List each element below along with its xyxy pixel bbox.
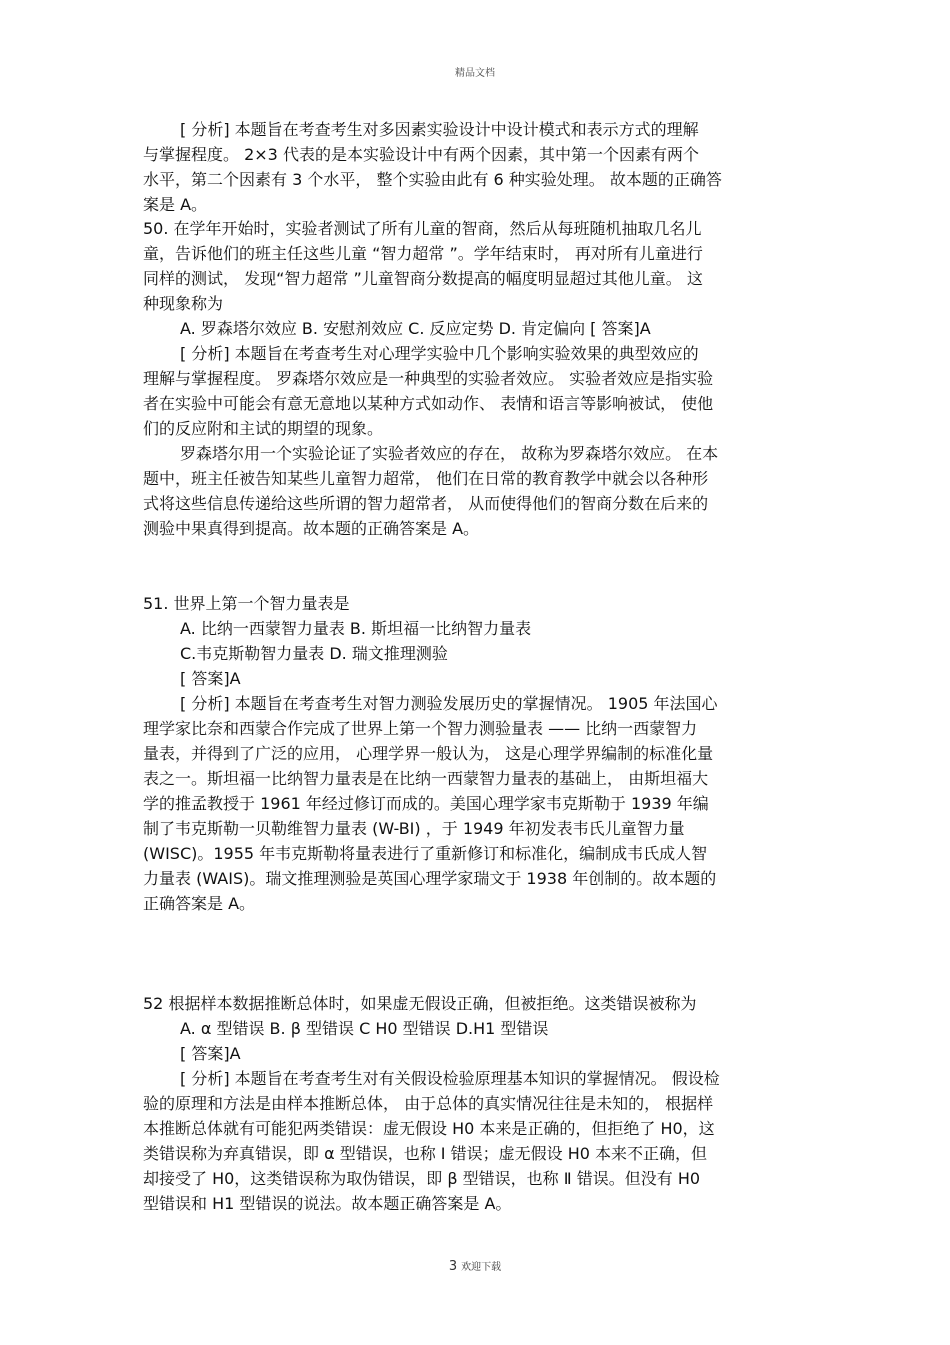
footer-text: 欢迎下载 bbox=[461, 1262, 502, 1273]
text-line: [ 分析] 本题旨在考查考生对心理学实验中几个影响实验效果的典型效应的 bbox=[180, 344, 699, 363]
text-line: 表之一。斯坦福一比纳智力量表是在比纳一西蒙智力量表的基础上， 由斯坦福大 bbox=[143, 769, 709, 788]
text-line: 验的原理和方法是由样本推断总体， 由于总体的真实情况往往是未知的， 根据样 bbox=[143, 1094, 714, 1113]
text-line: 学的推孟教授于 1961 年经过修订而成的。美国心理学家韦克斯勒于 1939 年编 bbox=[143, 794, 709, 813]
text-line: 却接受了 H0，这类错误称为取伪错误，即 β 型错误，也称 Ⅱ 错误。但没有 H0 bbox=[143, 1169, 701, 1188]
text-line: 案是 A。 bbox=[143, 195, 208, 214]
page-footer bbox=[0, 1258, 950, 1274]
text-line: 理解与掌握程度。 罗森塔尔效应是一种典型的实验者效应。 实验者效应是指实验 bbox=[143, 369, 714, 388]
question-52-line: 52 根据样本数据推断总体时，如果虚无假设正确，但被拒绝。这类错误被称为 bbox=[143, 994, 697, 1013]
text-line: 理学家比奈和西蒙合作完成了世界上第一个智力测验量表 —— 比纳一西蒙智力 bbox=[143, 719, 698, 738]
page-header: 精品文档 bbox=[455, 68, 495, 79]
text-line: 测验中果真得到提高。故本题的正确答案是 A。 bbox=[143, 519, 480, 538]
text-line: 力量表 (WAIS)。瑞文推理测验是英国心理学家瑞文于 1938 年创制的。故本题的 bbox=[143, 869, 717, 888]
text-line: 水平，第二个因素有 3 个水平， 整个实验由此有 6 种实验处理。 故本题的正确答 bbox=[143, 170, 722, 189]
answer-line: [ 答案]A bbox=[180, 1044, 241, 1063]
text-line: 类错误称为弃真错误，即 α 型错误，也称 Ⅰ 错误；虚无假设 H0 本来不正确，但 bbox=[143, 1144, 707, 1163]
text-line: [ 分析] 本题旨在考查考生对多因素实验设计中设计模式和表示方式的理解 bbox=[180, 120, 699, 139]
options-line: A. α 型错误 B. β 型错误 C H0 型错误 D.H1 型错误 bbox=[180, 1019, 549, 1038]
page-number: 3 bbox=[448, 1259, 458, 1274]
text-line: 者在实验中可能会有意无意地以某种方式如动作、 表情和语言等影响被试， 使他 bbox=[143, 394, 714, 413]
text-line: [ 分析] 本题旨在考查考生对智力测验发展历史的掌握情况。 1905 年法国心 bbox=[180, 694, 718, 713]
text-line: (WISC)。1955 年韦克斯勒将量表进行了重新修订和标准化，编制成韦氏成人智 bbox=[143, 844, 708, 863]
text-line: 型错误和 H1 型错误的说法。故本题正确答案是 A。 bbox=[143, 1194, 512, 1213]
answer-line: [ 答案]A bbox=[180, 669, 241, 688]
text-line: 们的反应附和主试的期望的现象。 bbox=[143, 419, 384, 438]
text-line: [ 分析] 本题旨在考查考生对有关假设检验原理基本知识的掌握情况。 假设检 bbox=[180, 1069, 720, 1088]
text-line: 童，告诉他们的班主任这些儿童 “智力超常 ”。学年结束时， 再对所有儿童进行 bbox=[143, 244, 703, 263]
text-line: 罗森塔尔用一个实验论证了实验者效应的存在， 故称为罗森塔尔效应。 在本 bbox=[180, 444, 719, 463]
text-line: 种现象称为 bbox=[143, 294, 224, 313]
text-line: 本推断总体就有可能犯两类错误：虚无假设 H0 本来是正确的，但拒绝了 H0，这 bbox=[143, 1119, 715, 1138]
text-line: 量表，并得到了广泛的应用， 心理学界一般认为， 这是心理学界编制的标准化量 bbox=[143, 744, 714, 763]
options-line: A. 罗森塔尔效应 B. 安慰剂效应 C. 反应定势 D. 肯定偏向 [ 答案]A bbox=[180, 319, 651, 338]
text-line: 式将这些信息传递给这些所谓的智力超常者， 从而使得他们的智商分数在后来的 bbox=[143, 494, 709, 513]
options-line: A. 比纳一西蒙智力量表 B. 斯坦福一比纳智力量表 bbox=[180, 619, 532, 638]
options-line: C.韦克斯勒智力量表 D. 瑞文推理测验 bbox=[180, 644, 448, 663]
text-line: 与掌握程度。 2×3 代表的是本实验设计中有两个因素，其中第一个因素有两个 bbox=[143, 145, 699, 164]
text-line: 题中，班主任被告知某些儿童智力超常， 他们在日常的教育教学中就会以各种形 bbox=[143, 469, 709, 488]
text-line: 正确答案是 A。 bbox=[143, 894, 256, 913]
question-51-line: 51. 世界上第一个智力量表是 bbox=[143, 594, 350, 613]
text-line: 同样的测试， 发现“智力超常 ”儿童智商分数提高的幅度明显超过其他儿童。 这 bbox=[143, 269, 703, 288]
text-line: 制了韦克斯勒一贝勒维智力量表 (W-BI) ，于 1949 年初发表韦氏儿童智力量 bbox=[143, 819, 685, 838]
question-50-line: 50. 在学年开始时，实验者测试了所有儿童的智商，然后从每班随机抽取几名儿 bbox=[143, 219, 702, 238]
